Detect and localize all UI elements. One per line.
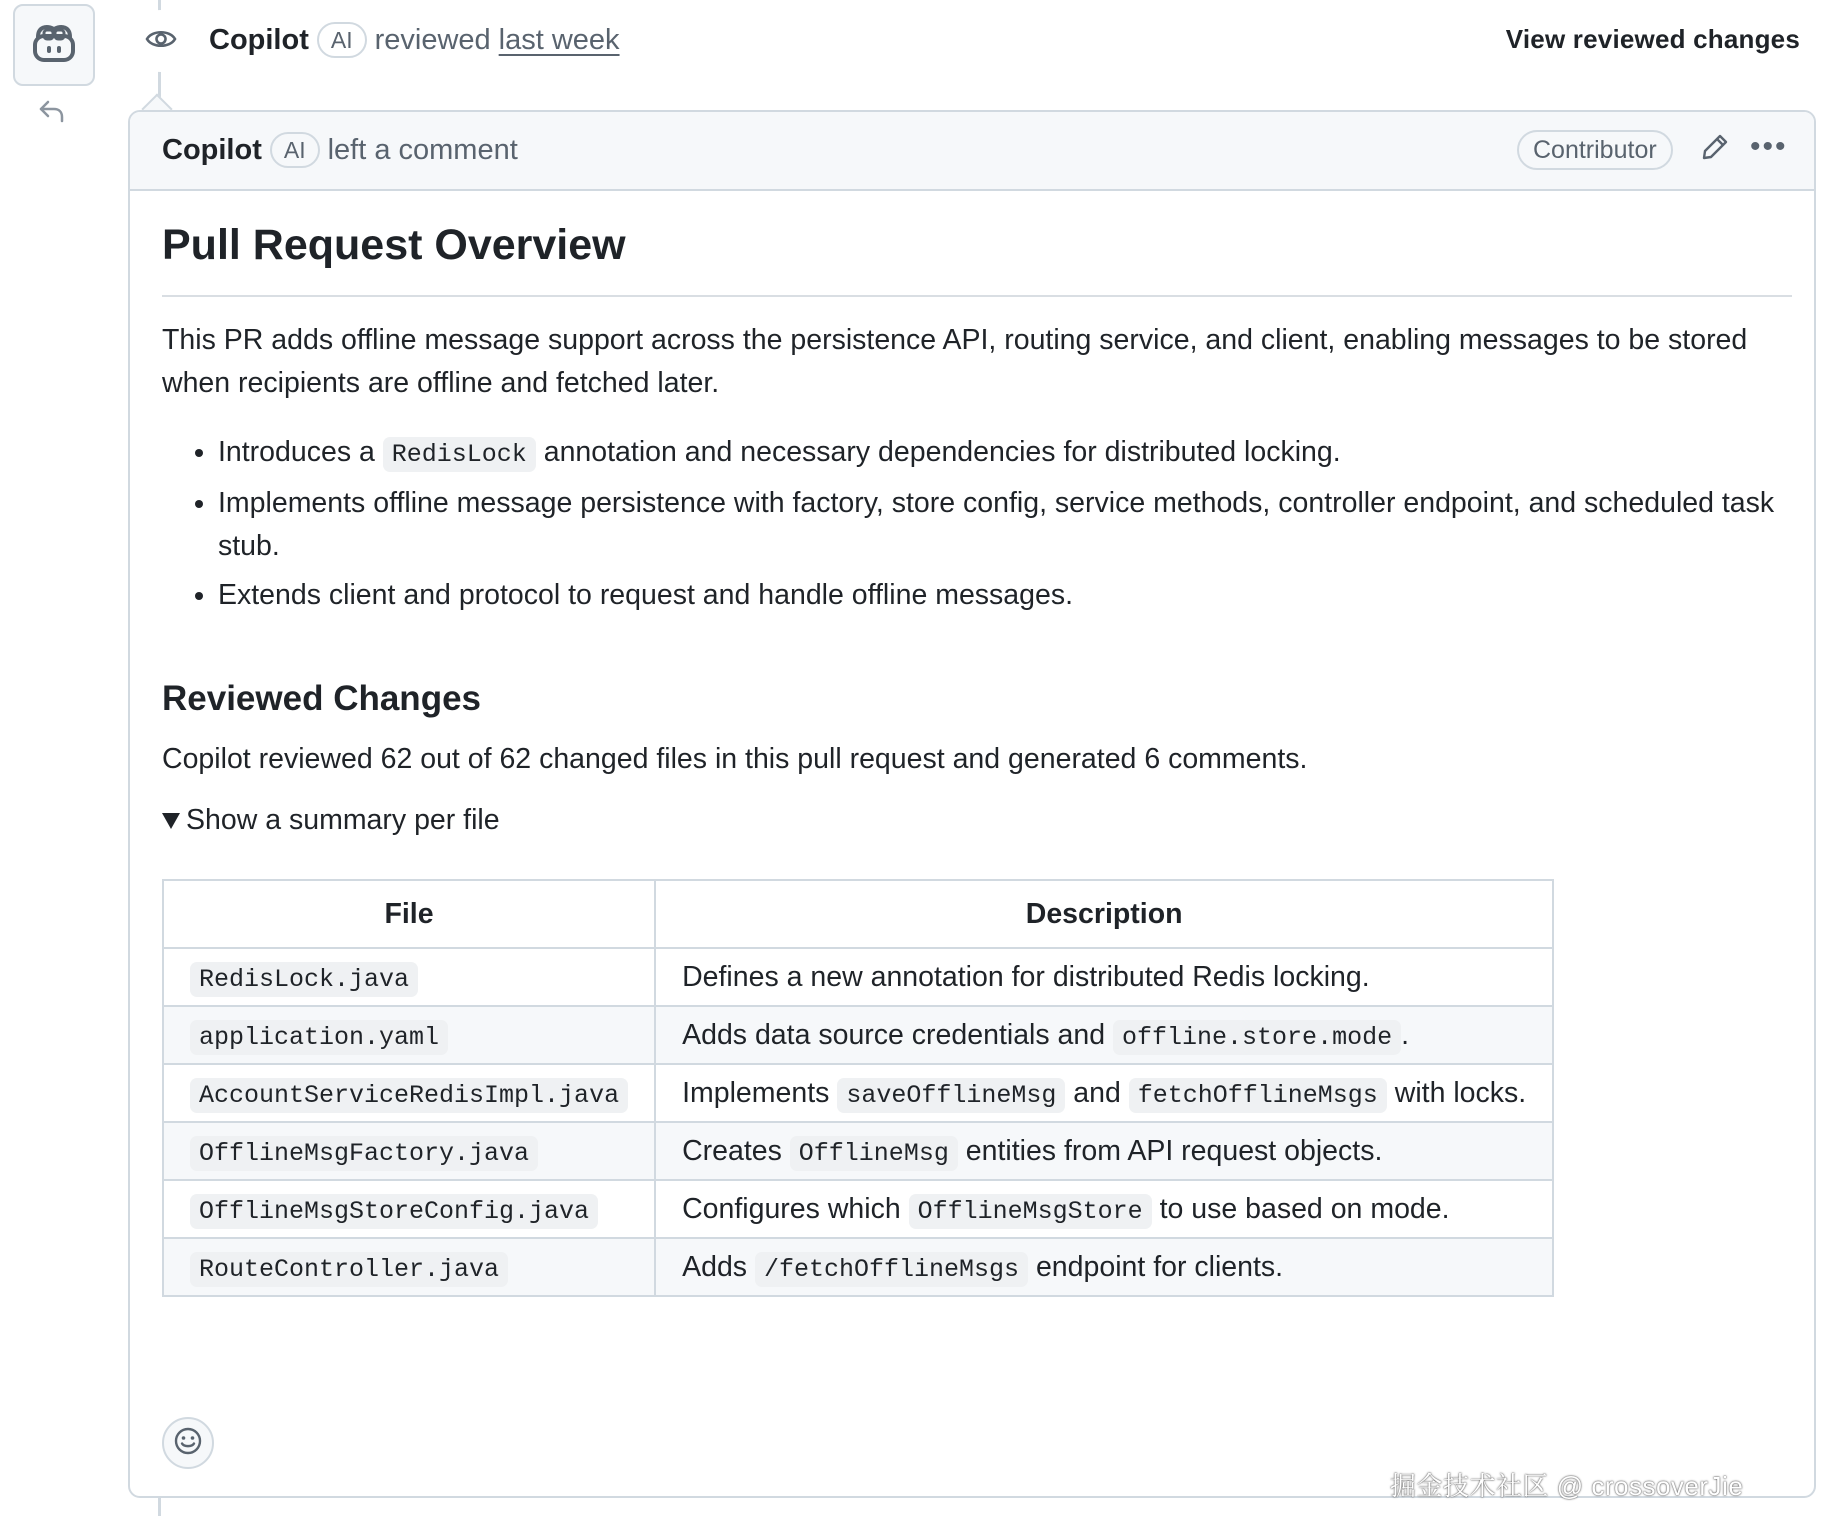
column-header-description: Description	[655, 880, 1553, 948]
file-name-code: OfflineMsgFactory.java	[190, 1136, 538, 1171]
smiley-icon	[173, 1426, 203, 1461]
inline-code: /fetchOfflineMsgs	[755, 1252, 1028, 1287]
contributor-badge: Contributor	[1517, 130, 1673, 170]
pencil-icon[interactable]	[1700, 132, 1730, 167]
table-row	[163, 1064, 1553, 1122]
file-name-code: RedisLock.java	[190, 962, 418, 997]
file-cell	[163, 948, 655, 1006]
eye-icon	[145, 27, 177, 56]
file-name-code: application.yaml	[190, 1020, 448, 1055]
watermark: 掘金技术社区 @ crossoverJie	[1390, 1471, 1744, 1501]
comment-author-link[interactable]: Copilot	[162, 133, 262, 166]
inline-code: fetchOfflineMsgs	[1129, 1078, 1387, 1113]
description-cell	[655, 1006, 1553, 1064]
list-item: • Implements offline message persistence with factory, store config, service methods, controller endpoint, and scheduled task stub.	[218, 482, 1792, 568]
description-text: endpoint for clients.	[1035, 1250, 1284, 1283]
table-row	[163, 948, 1553, 1006]
file-summary-table	[162, 879, 1554, 1297]
reply-arrow-icon[interactable]	[38, 99, 66, 128]
list-item: • Extends client and protocol to request and handle offline messages.	[218, 574, 1792, 617]
file-cell	[163, 1180, 655, 1238]
review-author-link[interactable]: Copilot	[209, 23, 309, 56]
inline-code: saveOfflineMsg	[837, 1078, 1065, 1113]
change-bullet-list	[162, 431, 1792, 623]
inline-code: RedisLock	[383, 437, 536, 472]
column-header-file: File	[163, 880, 655, 948]
review-action-text: reviewed	[374, 23, 491, 56]
view-reviewed-changes-link[interactable]: View reviewed changes	[1505, 24, 1800, 54]
file-cell	[163, 1006, 655, 1064]
table-row	[163, 1006, 1553, 1064]
list-item	[218, 431, 1792, 476]
description-cell	[655, 1238, 1553, 1296]
add-reaction-button[interactable]	[162, 1417, 214, 1469]
description-text: Defines a new annotation for distributed Redis locking.	[682, 960, 1370, 993]
description-text: .	[1401, 1018, 1409, 1051]
ai-badge: AI	[317, 22, 367, 58]
description-text: and	[1073, 1076, 1121, 1109]
description-text: with locks.	[1394, 1076, 1527, 1109]
disclosure-triangle-icon	[162, 813, 180, 829]
table-header-row	[163, 880, 1553, 948]
file-name-code: AccountServiceRedisImpl.java	[190, 1078, 628, 1113]
description-text: Implements	[682, 1076, 830, 1109]
overview-heading: Pull Request Overview	[162, 221, 626, 269]
review-event-badge	[130, 10, 192, 72]
inline-code: OfflineMsgStore	[909, 1194, 1152, 1229]
description-text: Adds	[682, 1250, 748, 1283]
description-text: to use based on mode.	[1159, 1192, 1450, 1225]
review-summary-text: Copilot reviewed 62 out of 62 changed files in this pull request and generated 6 comments.	[162, 743, 1308, 775]
description-text: Adds data source credentials and	[682, 1018, 1106, 1051]
description-text: Configures which	[682, 1192, 901, 1225]
file-name-code: RouteController.java	[190, 1252, 508, 1287]
bullet-text: Introduces a	[218, 436, 375, 468]
table-row	[163, 1122, 1553, 1180]
comment-author-line	[162, 132, 518, 168]
reviewed-changes-heading: Reviewed Changes	[162, 679, 481, 718]
file-cell	[163, 1122, 655, 1180]
bullet-text: annotation and necessary dependencies for distributed locking.	[543, 436, 1341, 468]
description-cell	[655, 1180, 1553, 1238]
description-cell	[655, 1064, 1553, 1122]
table-row	[163, 1180, 1553, 1238]
ai-badge: AI	[270, 132, 320, 168]
table-row	[163, 1238, 1553, 1296]
intro-paragraph: This PR adds offline message support across the persistence API, routing service, and client, enabling messages to be stored when recipients are offline and fetched later.	[162, 324, 1748, 399]
description-text: entities from API request objects.	[965, 1134, 1383, 1167]
copilot-avatar[interactable]	[13, 4, 95, 86]
description-text: Creates	[682, 1134, 782, 1167]
file-name-code: OfflineMsgStoreConfig.java	[190, 1194, 598, 1229]
description-cell	[655, 1122, 1553, 1180]
file-cell	[163, 1064, 655, 1122]
file-cell	[163, 1238, 655, 1296]
comment-action-text: left a comment	[327, 133, 518, 166]
description-cell	[655, 948, 1553, 1006]
summary-details-toggle[interactable]	[162, 804, 500, 837]
comment-header	[130, 112, 1814, 191]
inline-code: OfflineMsg	[790, 1136, 958, 1171]
inline-code: offline.store.mode	[1113, 1020, 1401, 1055]
review-event-header	[209, 22, 620, 58]
details-label: Show a summary per file	[186, 804, 500, 836]
kebab-icon[interactable]: •••	[1750, 130, 1788, 163]
review-time-link[interactable]: last week	[498, 23, 620, 56]
heading-divider	[162, 295, 1792, 297]
copilot-icon	[30, 21, 78, 70]
review-comment	[128, 110, 1816, 1498]
